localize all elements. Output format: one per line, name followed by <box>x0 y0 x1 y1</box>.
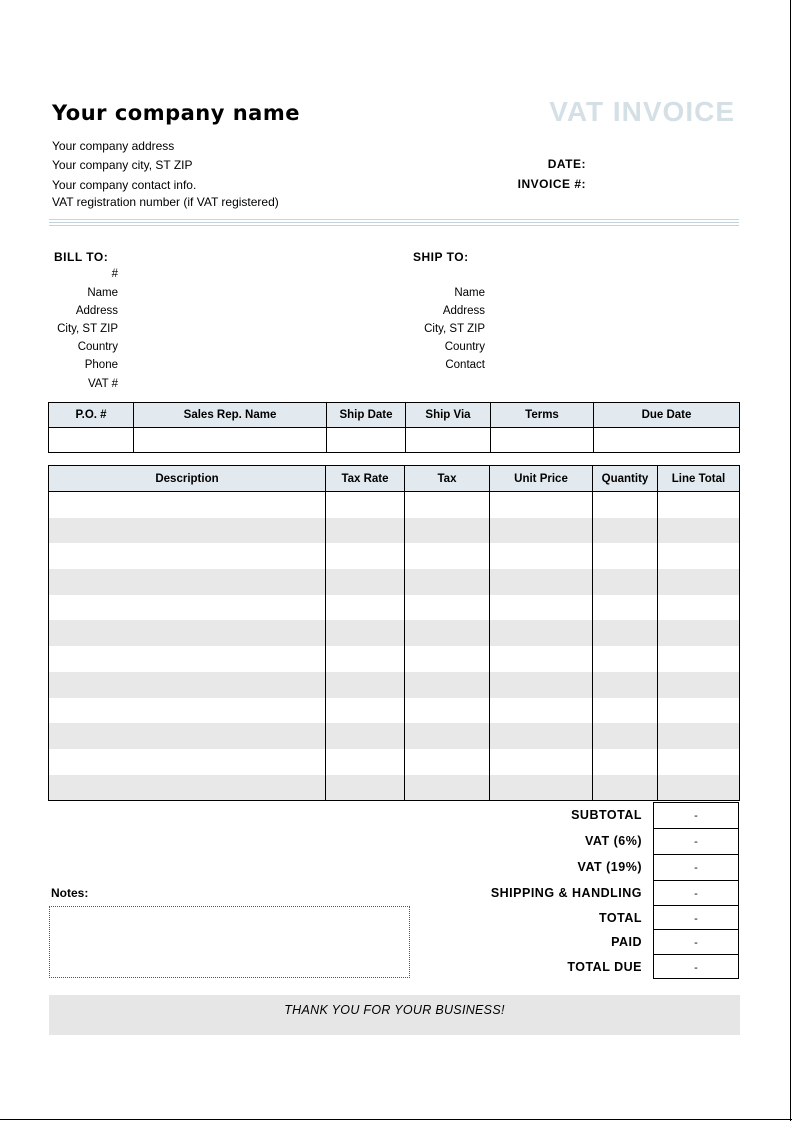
line-total-cell[interactable] <box>658 620 740 646</box>
tax-cell[interactable] <box>405 646 490 672</box>
quantity-cell[interactable] <box>593 646 658 672</box>
tax-cell[interactable] <box>405 543 490 569</box>
quantity-cell[interactable] <box>593 749 658 775</box>
description-cell[interactable] <box>49 620 326 646</box>
line-total-cell[interactable] <box>658 518 740 544</box>
line-item-row <box>49 595 740 621</box>
company-address: Your company address <box>52 139 175 153</box>
description-cell[interactable] <box>49 646 326 672</box>
vat19-label: VAT (19%) <box>577 860 642 874</box>
tax-cell[interactable] <box>405 620 490 646</box>
ship-to-label: City, ST ZIP <box>424 323 485 335</box>
line-total-cell[interactable] <box>658 646 740 672</box>
bill-to-title: BILL TO: <box>54 250 109 264</box>
description-header: Description <box>49 466 326 492</box>
quantity-cell[interactable] <box>593 595 658 621</box>
line-item-row <box>49 569 740 595</box>
tax-rate-cell[interactable] <box>326 569 405 595</box>
unit-price-header: Unit Price <box>490 466 593 492</box>
line-total-cell[interactable] <box>658 698 740 724</box>
tax-header: Tax <box>405 466 490 492</box>
ship-date-cell[interactable] <box>327 428 406 453</box>
company-name: Your company name <box>52 101 300 125</box>
unit-price-cell[interactable] <box>490 595 593 621</box>
tax-rate-cell[interactable] <box>326 749 405 775</box>
line-item-row <box>49 672 740 698</box>
line-total-cell[interactable] <box>658 492 740 518</box>
bill-to-label: Name <box>87 287 118 299</box>
tax-rate-cell[interactable] <box>326 775 405 801</box>
tax-cell[interactable] <box>405 518 490 544</box>
line-total-cell[interactable] <box>658 749 740 775</box>
ship-date-header: Ship Date <box>327 403 406 428</box>
quantity-cell[interactable] <box>593 620 658 646</box>
paid-value[interactable]: - <box>653 930 739 955</box>
description-cell[interactable] <box>49 749 326 775</box>
unit-price-cell[interactable] <box>490 492 593 518</box>
line-total-cell[interactable] <box>658 569 740 595</box>
ship-to-label: Contact <box>445 359 485 371</box>
line-total-cell[interactable] <box>658 775 740 801</box>
tax-cell[interactable] <box>405 775 490 801</box>
order-info-table <box>48 402 740 453</box>
description-cell[interactable] <box>49 672 326 698</box>
quantity-cell[interactable] <box>593 569 658 595</box>
due-date-header: Due Date <box>594 403 740 428</box>
total-due-label: TOTAL DUE <box>567 960 642 974</box>
page-border <box>0 1119 792 1120</box>
tax-cell[interactable] <box>405 672 490 698</box>
tax-cell[interactable] <box>405 749 490 775</box>
line-items-table <box>48 465 740 801</box>
bill-to-label: Phone <box>84 359 118 371</box>
quantity-header: Quantity <box>593 466 658 492</box>
description-cell[interactable] <box>49 543 326 569</box>
bill-to-label: City, ST ZIP <box>57 323 118 335</box>
thank-you-banner: THANK YOU FOR YOUR BUSINESS! <box>49 995 740 1035</box>
due-date-cell[interactable] <box>594 428 740 453</box>
tax-rate-cell[interactable] <box>326 543 405 569</box>
company-contact: Your company contact info. <box>52 178 197 192</box>
line-item-row <box>49 543 740 569</box>
line-item-row <box>49 492 740 518</box>
tax-rate-cell[interactable] <box>326 723 405 749</box>
ship-to-title: SHIP TO: <box>413 250 469 264</box>
quantity-cell[interactable] <box>593 518 658 544</box>
line-item-row <box>49 518 740 544</box>
unit-price-cell[interactable] <box>490 749 593 775</box>
vat6-label: VAT (6%) <box>584 834 642 848</box>
notes-box[interactable] <box>49 906 410 978</box>
tax-rate-cell[interactable] <box>326 672 405 698</box>
line-total-cell[interactable] <box>658 595 740 621</box>
order-info-row <box>49 428 740 453</box>
invoice-number-label: INVOICE #: <box>517 177 586 191</box>
shipping-label: SHIPPING & HANDLING <box>490 886 642 900</box>
tax-rate-cell[interactable] <box>326 492 405 518</box>
po-cell[interactable] <box>49 428 134 453</box>
quantity-cell[interactable] <box>593 672 658 698</box>
ship-via-cell[interactable] <box>406 428 491 453</box>
quantity-cell[interactable] <box>593 698 658 724</box>
company-city: Your company city, ST ZIP <box>52 158 193 172</box>
description-cell[interactable] <box>49 698 326 724</box>
line-total-cell[interactable] <box>658 723 740 749</box>
tax-rate-cell[interactable] <box>326 518 405 544</box>
vat6-value[interactable]: - <box>653 829 739 855</box>
header-divider <box>49 219 739 228</box>
tax-rate-cell[interactable] <box>326 620 405 646</box>
ship-to-label: Name <box>454 287 485 299</box>
invoice-title: VAT INVOICE <box>549 96 735 127</box>
date-label: DATE: <box>547 157 586 171</box>
line-total-cell[interactable] <box>658 672 740 698</box>
ship-via-header: Ship Via <box>406 403 491 428</box>
tax-cell[interactable] <box>405 698 490 724</box>
quantity-cell[interactable] <box>593 543 658 569</box>
quantity-cell[interactable] <box>593 492 658 518</box>
tax-cell[interactable] <box>405 569 490 595</box>
line-item-row <box>49 775 740 801</box>
line-item-row <box>49 646 740 672</box>
unit-price-cell[interactable] <box>490 775 593 801</box>
unit-price-cell[interactable] <box>490 620 593 646</box>
line-item-row <box>49 749 740 775</box>
tax-cell[interactable] <box>405 723 490 749</box>
unit-price-cell[interactable] <box>490 569 593 595</box>
description-cell[interactable] <box>49 492 326 518</box>
bill-to-label: Address <box>75 305 118 317</box>
bill-to-label: # <box>111 268 118 280</box>
unit-price-cell[interactable] <box>490 518 593 544</box>
total-label: TOTAL <box>598 911 642 925</box>
bill-to-label: Country <box>77 341 118 353</box>
vat19-value[interactable]: - <box>653 855 739 881</box>
unit-price-cell[interactable] <box>490 543 593 569</box>
terms-cell[interactable] <box>491 428 594 453</box>
total-value[interactable]: - <box>653 906 739 930</box>
quantity-cell[interactable] <box>593 775 658 801</box>
line-item-row <box>49 620 740 646</box>
description-cell[interactable] <box>49 775 326 801</box>
line-total-cell[interactable] <box>658 543 740 569</box>
paid-label: PAID <box>611 935 642 949</box>
description-cell[interactable] <box>49 518 326 544</box>
notes-label: Notes: <box>51 886 89 900</box>
description-cell[interactable] <box>49 595 326 621</box>
company-vat-reg: VAT registration number (if VAT registered) <box>52 195 279 209</box>
sales-rep-header: Sales Rep. Name <box>134 403 327 428</box>
unit-price-cell[interactable] <box>490 646 593 672</box>
po-header: P.O. # <box>49 403 134 428</box>
tax-rate-cell[interactable] <box>326 595 405 621</box>
line-item-row <box>49 723 740 749</box>
bill-to-label: VAT # <box>87 378 118 390</box>
unit-price-cell[interactable] <box>490 672 593 698</box>
unit-price-cell[interactable] <box>490 698 593 724</box>
line-item-row <box>49 698 740 724</box>
description-cell[interactable] <box>49 723 326 749</box>
quantity-cell[interactable] <box>593 723 658 749</box>
subtotal-value[interactable]: - <box>653 802 739 829</box>
tax-cell[interactable] <box>405 492 490 518</box>
total-due-value[interactable]: - <box>653 955 739 979</box>
ship-to-label: Country <box>444 341 485 353</box>
tax-cell[interactable] <box>405 595 490 621</box>
shipping-value[interactable]: - <box>653 881 739 906</box>
line-total-header: Line Total <box>658 466 740 492</box>
ship-to-label: Address <box>442 305 485 317</box>
tax-rate-cell[interactable] <box>326 646 405 672</box>
sales-rep-cell[interactable] <box>134 428 327 453</box>
unit-price-cell[interactable] <box>490 723 593 749</box>
description-cell[interactable] <box>49 569 326 595</box>
page-border <box>790 0 791 1121</box>
terms-header: Terms <box>491 403 594 428</box>
tax-rate-cell[interactable] <box>326 698 405 724</box>
subtotal-label: SUBTOTAL <box>571 808 642 822</box>
tax-rate-header: Tax Rate <box>326 466 405 492</box>
